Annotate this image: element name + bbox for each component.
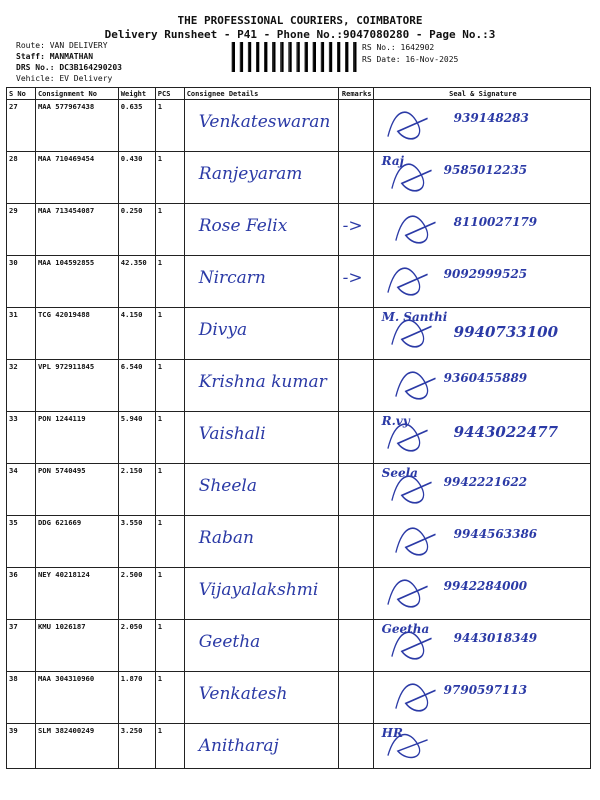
table-row [7, 204, 591, 256]
signature-phone: 8110027179 [453, 215, 538, 229]
signature-phone: 9443018349 [453, 631, 538, 645]
cell-remark [338, 152, 373, 204]
rs-meta [362, 42, 458, 66]
cell-remark [338, 516, 373, 568]
table-row [7, 100, 591, 152]
staff-line: Staff: MANMATHAN [16, 51, 94, 61]
cell-sno: 35 [7, 516, 36, 568]
cell-remark [338, 724, 373, 769]
cell-sno: 39 [7, 724, 36, 769]
cell-sno: 33 [7, 412, 36, 464]
signature-phone: 9092999525 [443, 267, 528, 281]
table-row [7, 412, 591, 464]
cell-remark [338, 412, 373, 464]
cell-pcs: 1 [155, 308, 184, 360]
signature-text: Seela [381, 466, 418, 480]
cell-pcs: 1 [155, 152, 184, 204]
cell-pcs: 1 [155, 256, 184, 308]
cell-weight: 2.050 [118, 620, 155, 672]
cell-consignee-handwritten: Vijayalakshmi [184, 568, 338, 620]
barcode [229, 42, 360, 72]
cell-consignee-handwritten: Nircarn [184, 256, 338, 308]
signature-text: HR [381, 726, 403, 740]
table-row [7, 516, 591, 568]
route-meta [16, 41, 122, 84]
cell-consignee-handwritten: Anitharaj [184, 724, 338, 769]
cell-signature [373, 152, 590, 204]
cell-pcs: 1 [155, 464, 184, 516]
signature-mark [374, 516, 590, 567]
signature-text: Geetha [381, 622, 430, 636]
cell-sno: 28 [7, 152, 36, 204]
table-row [7, 568, 591, 620]
cell-consignment: MAA 713454087 [35, 204, 118, 256]
runsheet-table [6, 87, 591, 769]
cell-weight: 3.250 [118, 724, 155, 769]
cell-remark: -> [338, 204, 373, 256]
cell-weight: 2.150 [118, 464, 155, 516]
cell-consignment: VPL 972911845 [35, 360, 118, 412]
signature-phone: 9585012235 [443, 163, 528, 177]
company-title: THE PROFESSIONAL COURIERS, COIMBATORE [177, 14, 423, 27]
signature-mark [374, 360, 590, 411]
signature-phone: 9443022477 [453, 423, 559, 441]
cell-consignment: PON 1244119 [35, 412, 118, 464]
signature-mark [374, 100, 590, 151]
cell-consignee-handwritten: Vaishali [184, 412, 338, 464]
cell-sno: 30 [7, 256, 36, 308]
cell-weight: 0.635 [118, 100, 155, 152]
cell-weight: 42.350 [118, 256, 155, 308]
cell-sno: 34 [7, 464, 36, 516]
signature-mark [374, 672, 590, 723]
col-seal: Seal & Signature [373, 88, 590, 100]
cell-weight: 5.940 [118, 412, 155, 464]
cell-remark [338, 568, 373, 620]
cell-weight: 6.540 [118, 360, 155, 412]
table-row [7, 360, 591, 412]
signature-text: M. Santhi [381, 310, 448, 324]
cell-sno: 38 [7, 672, 36, 724]
cell-signature [373, 308, 590, 360]
table-row [7, 672, 591, 724]
signature-phone: 939148283 [453, 111, 529, 125]
col-remarks: Remarks [338, 88, 373, 100]
cell-consignment: DDG 621669 [35, 516, 118, 568]
cell-consignee-handwritten: Ranjeyaram [184, 152, 338, 204]
signature-mark [374, 724, 590, 768]
cell-consignee-handwritten: Venkatesh [184, 672, 338, 724]
cell-pcs: 1 [155, 724, 184, 769]
cell-sno: 36 [7, 568, 36, 620]
cell-pcs: 1 [155, 568, 184, 620]
cell-sno: 31 [7, 308, 36, 360]
col-weight: Weight [118, 88, 155, 100]
cell-sno: 37 [7, 620, 36, 672]
cell-consignment: MAA 710469454 [35, 152, 118, 204]
cell-remark: -> [338, 256, 373, 308]
table-row [7, 308, 591, 360]
cell-pcs: 1 [155, 204, 184, 256]
table-row [7, 152, 591, 204]
runsheet-subtitle: Delivery Runsheet - P41 - Phone No.:9047080280 - Page No.:3 [104, 28, 496, 41]
signature-phone: 9360455889 [443, 371, 528, 385]
cell-weight: 2.500 [118, 568, 155, 620]
cell-sno: 27 [7, 100, 36, 152]
cell-remark [338, 672, 373, 724]
cell-signature [373, 724, 590, 769]
cell-consignee-handwritten: Raban [184, 516, 338, 568]
cell-consignment: TCG 42019488 [35, 308, 118, 360]
cell-signature [373, 256, 590, 308]
vehicle-line: Vehicle: EV Delivery [16, 73, 113, 83]
cell-pcs: 1 [155, 360, 184, 412]
cell-consignment: MAA 104592855 [35, 256, 118, 308]
cell-consignment: PON 5740495 [35, 464, 118, 516]
signature-mark [374, 152, 590, 203]
table-header-row [7, 88, 591, 100]
signature-text: Raj [381, 154, 405, 168]
signature-phone: 9944563386 [453, 527, 538, 541]
cell-remark [338, 620, 373, 672]
cell-weight: 0.250 [118, 204, 155, 256]
cell-sno: 32 [7, 360, 36, 412]
cell-signature [373, 360, 590, 412]
col-consignee: Consignee Details [184, 88, 338, 100]
cell-consignee-handwritten: Venkateswaran [184, 100, 338, 152]
cell-weight: 1.870 [118, 672, 155, 724]
cell-pcs: 1 [155, 100, 184, 152]
cell-weight: 4.150 [118, 308, 155, 360]
cell-weight: 0.430 [118, 152, 155, 204]
cell-remark [338, 360, 373, 412]
cell-consignee-handwritten: Krishna kumar [184, 360, 338, 412]
cell-consignment: NEY 40218124 [35, 568, 118, 620]
rs-date: RS Date: 16-Nov-2025 [362, 55, 459, 64]
col-sno: S No [7, 88, 36, 100]
cell-signature [373, 464, 590, 516]
cell-sno: 29 [7, 204, 36, 256]
cell-consignee-handwritten: Sheela [184, 464, 338, 516]
table-row [7, 620, 591, 672]
signature-phone: 9790597113 [443, 683, 528, 697]
signature-phone: 9940733100 [453, 323, 559, 341]
signature-phone: 9942284000 [443, 579, 528, 593]
drs-line: DRS No.: DC3B164290203 [16, 63, 122, 73]
cell-consignee-handwritten: Rose Felix [184, 204, 338, 256]
col-consignment: Consignment No [35, 88, 118, 100]
cell-weight: 3.550 [118, 516, 155, 568]
cell-signature [373, 204, 590, 256]
cell-consignee-handwritten: Geetha [184, 620, 338, 672]
cell-remark [338, 464, 373, 516]
cell-pcs: 1 [155, 412, 184, 464]
cell-consignee-handwritten: Divya [184, 308, 338, 360]
cell-signature [373, 516, 590, 568]
rs-no: RS No.: 1642902 [362, 43, 435, 52]
cell-pcs: 1 [155, 620, 184, 672]
signature-mark [374, 204, 590, 255]
route-line: Route: VAN DELIVERY [16, 41, 108, 50]
cell-signature [373, 672, 590, 724]
cell-signature [373, 100, 590, 152]
cell-signature [373, 568, 590, 620]
cell-consignment: MAA 577967438 [35, 100, 118, 152]
cell-signature [373, 620, 590, 672]
cell-pcs: 1 [155, 672, 184, 724]
table-row [7, 256, 591, 308]
cell-pcs: 1 [155, 516, 184, 568]
cell-consignment: SLM 382400249 [35, 724, 118, 769]
table-row [7, 464, 591, 516]
signature-mark [374, 256, 590, 307]
signature-phone: 9942221622 [443, 475, 528, 489]
table-row [7, 724, 591, 769]
col-pcs: PCS [155, 88, 184, 100]
signature-text: R.vy [381, 414, 410, 428]
cell-consignment: KMU 1026187 [35, 620, 118, 672]
cell-signature [373, 412, 590, 464]
cell-consignment: MAA 304310960 [35, 672, 118, 724]
cell-remark [338, 308, 373, 360]
cell-remark [338, 100, 373, 152]
signature-mark [374, 568, 590, 619]
